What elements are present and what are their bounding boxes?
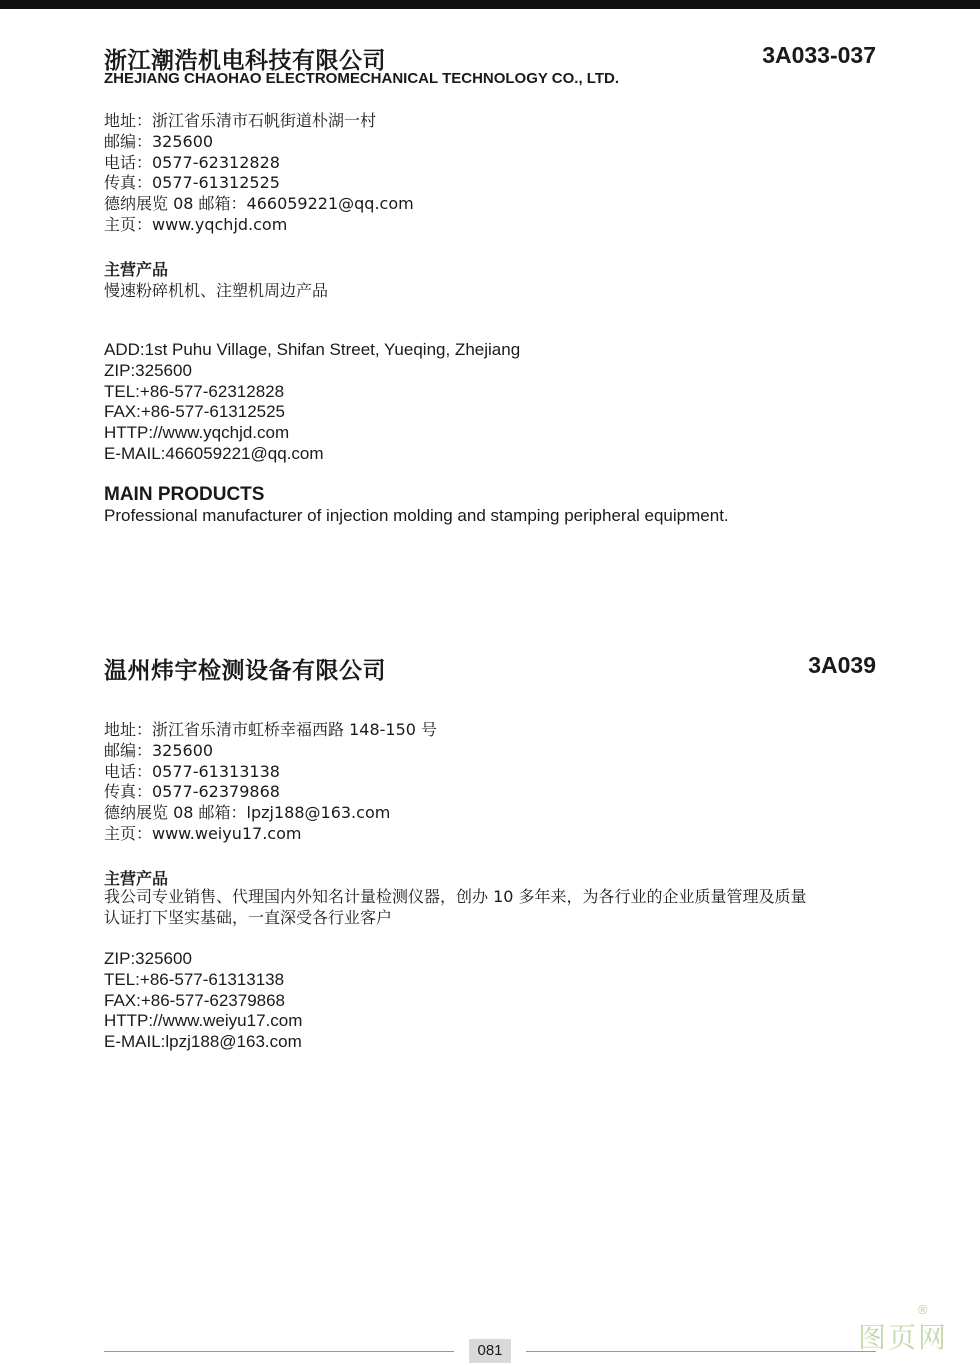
fax-line-en: FAX:+86-577-61312525 bbox=[104, 402, 286, 422]
products-text-cn: 慢速粉碎机机、注塑机周边产品 bbox=[104, 281, 329, 300]
products-text-cn bbox=[104, 886, 884, 928]
products-heading-cn: 主营产品 bbox=[104, 260, 169, 279]
products-heading-en: MAIN PRODUCTS bbox=[104, 484, 265, 505]
products-text-en: Professional manufacturer of injection molding and stamping peripheral equipment. bbox=[104, 506, 729, 525]
homepage-line: 主页：www.weiyu17.com bbox=[104, 823, 302, 843]
tel-line: TEL:+86-577-62312828 bbox=[104, 381, 285, 401]
booth-number: 3A039 bbox=[808, 652, 876, 678]
address-line: 地址：浙江省乐清市虹桥幸福西路 148-150 号 bbox=[104, 720, 438, 739]
tel-line: TEL:+86-577-61313138 bbox=[104, 969, 285, 989]
booth-number: 3A033-037 bbox=[762, 42, 876, 68]
products-heading-cn: 主营产品 bbox=[104, 869, 169, 888]
address-line-en: ADD:1st Puhu Village, Shifan Street, Yueqing, Zhejiang bbox=[104, 340, 521, 359]
email-line-en: E-MAIL:466059221@qq.com bbox=[104, 443, 324, 463]
fax-line-en: FAX:+86-577-62379868 bbox=[104, 990, 286, 1010]
footer-rule-right bbox=[526, 1351, 876, 1352]
contact-info-en bbox=[104, 949, 302, 1053]
company-name-en: ZHEJIANG CHAOHAO ELECTROMECHANICAL TECHNOLOGY CO., LTD. bbox=[104, 70, 620, 87]
postcode-line: 邮编：325600 bbox=[104, 131, 214, 151]
zip-line: ZIP:325600 bbox=[104, 949, 192, 968]
company-name-cn: 浙江潮浩机电科技有限公司 bbox=[104, 47, 386, 73]
watermark-logo: 图页网 bbox=[858, 1321, 949, 1354]
contact-info-cn bbox=[104, 720, 437, 845]
zip-line: ZIP:325600 bbox=[104, 360, 192, 380]
footer-rule-left bbox=[104, 1351, 454, 1352]
company-name-cn: 温州炜宇检测设备有限公司 bbox=[104, 657, 386, 683]
registered-mark: ® bbox=[918, 1302, 928, 1317]
fax-line: 传真：0577-62379868 bbox=[104, 782, 280, 802]
email-line-en: E-MAIL:lpzj188@163.com bbox=[104, 1032, 302, 1052]
contact-info-cn bbox=[104, 111, 414, 236]
address-line: 地址：浙江省乐清市石帆街道朴湖一村 bbox=[104, 111, 377, 130]
fax-line: 传真：0577-61312525 bbox=[104, 173, 280, 193]
email-line: 德纳展览 08 邮箱：lpzj188@163.com bbox=[104, 803, 391, 823]
email-line: 德纳展览 08 邮箱：466059221@qq.com bbox=[104, 194, 414, 214]
phone-line: 电话：0577-61313138 bbox=[104, 761, 280, 781]
http-line: HTTP://www.weiyu17.com bbox=[104, 1011, 303, 1031]
postcode-line: 邮编：325600 bbox=[104, 740, 214, 760]
homepage-line: 主页：www.yqchjd.com bbox=[104, 214, 288, 234]
products-line-2: 认证打下坚实基础，一直深受各行业客户 bbox=[104, 908, 393, 927]
page-number: 081 bbox=[469, 1339, 511, 1363]
http-line: HTTP://www.yqchjd.com bbox=[104, 423, 290, 443]
phone-line: 电话：0577-62312828 bbox=[104, 152, 280, 172]
products-line-1: 我公司专业销售、代理国内外知名计量检测仪器，创办 10 多年来，为各行业的企业质量管理及质量 bbox=[104, 887, 807, 906]
top-rule bbox=[0, 0, 980, 9]
contact-info-en bbox=[104, 340, 520, 465]
